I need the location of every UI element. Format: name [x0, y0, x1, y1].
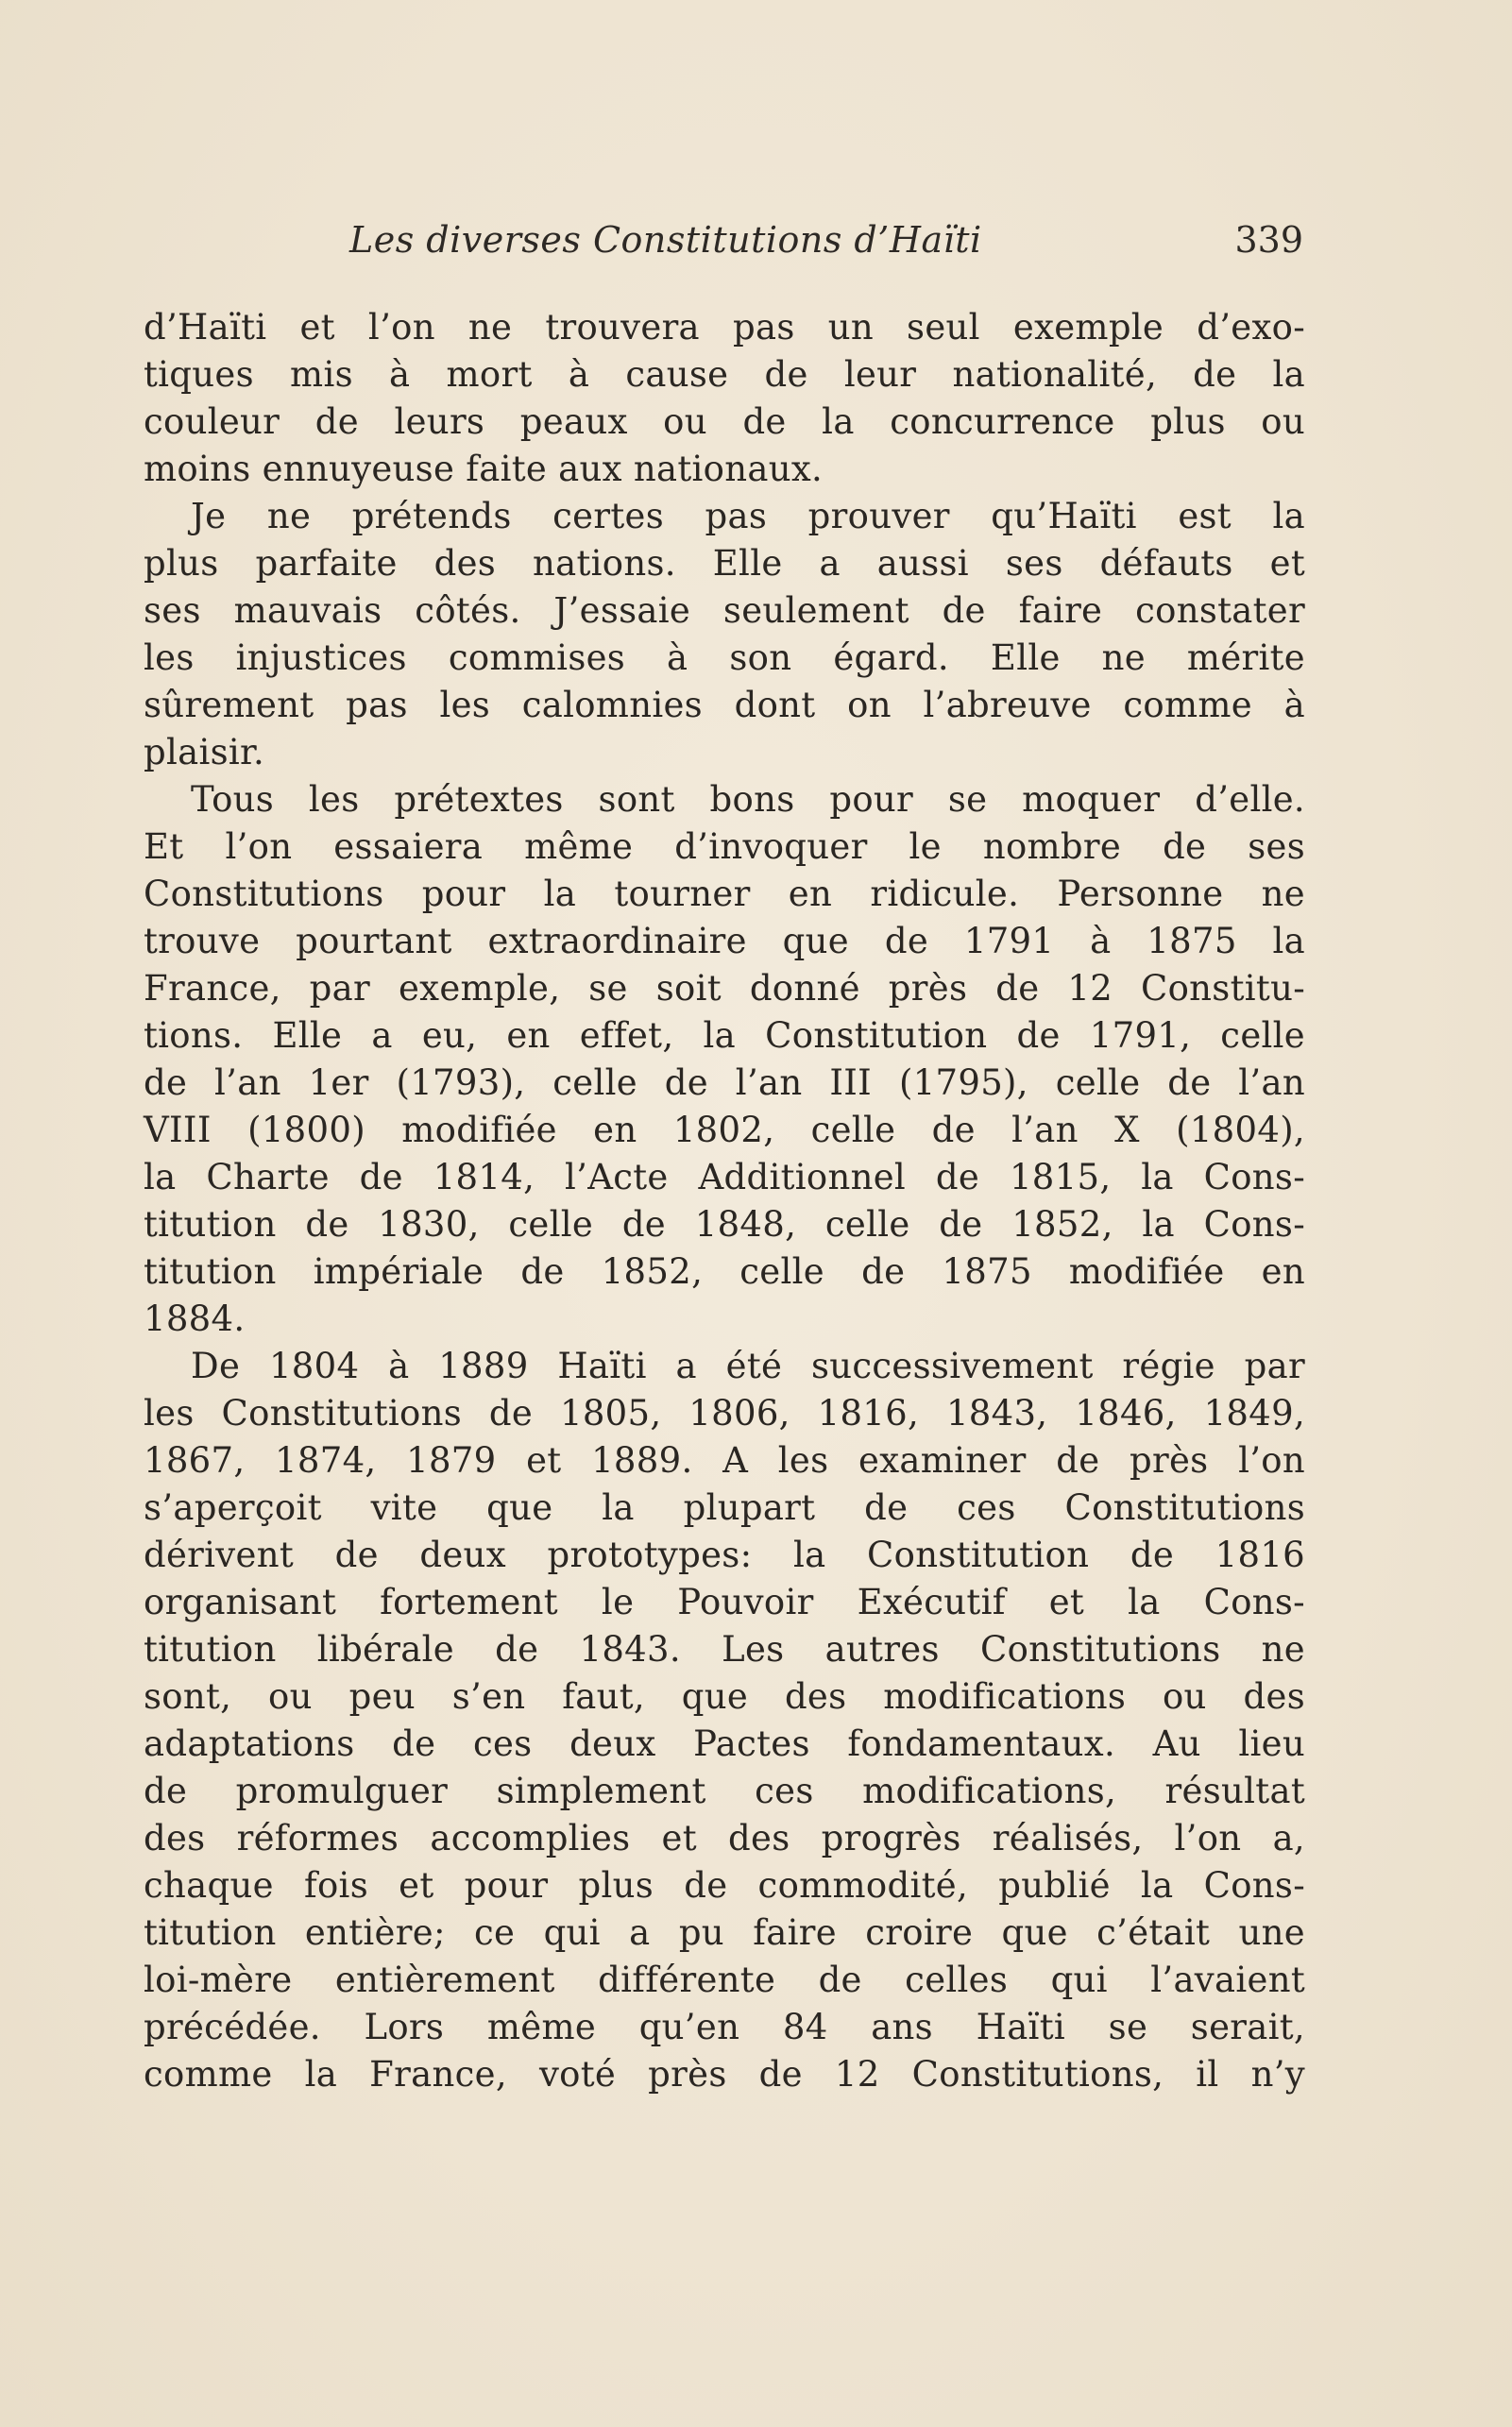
text-line: tions. Elle a eu, en effet, la Constitution de 1791, celle: [144, 1015, 1305, 1056]
text-line: ses mauvais côtés. J’essaie seulement de faire constater: [144, 590, 1305, 631]
text-line: titution entière; ce qui a pu faire croire que c’était une: [144, 1912, 1305, 1953]
text-line: de promulguer simplement ces modifications, résultat: [144, 1771, 1305, 1811]
text-line: les injustices commises à son égard. Elle ne mérite: [144, 637, 1305, 678]
text-line: plus parfaite des nations. Elle a aussi ses défauts et: [144, 543, 1305, 584]
text-line: VIII (1800) modifiée en 1802, celle de l’an X (1804),: [144, 1110, 1305, 1150]
text-line: de l’an 1er (1793), celle de l’an III (1795), celle de l’an: [144, 1062, 1305, 1103]
text-line: Et l’on essaiera même d’invoquer le nombre de ses: [144, 826, 1305, 867]
text-line: les Constitutions de 1805, 1806, 1816, 1843, 1846, 1849,: [144, 1393, 1305, 1434]
text-line: plaisir.: [144, 732, 265, 772]
text-line: couleur de leurs peaux ou de la concurrence plus ou: [144, 401, 1305, 442]
text-line: la Charte de 1814, l’Acte Additionnel de 1815, la Cons-: [144, 1157, 1305, 1197]
text-line: trouve pourtant extraordinaire que de 1791 à 1875 la: [144, 921, 1305, 961]
text-line: d’Haïti et l’on ne trouvera pas un seul exemple d’exo-: [144, 307, 1305, 348]
text-line: loi-mère entièrement différente de celles qui l’avaient: [144, 1960, 1305, 2000]
text-line: 1884.: [144, 1298, 246, 1339]
text-line: précédée. Lors même qu’en 84 ans Haïti se serait,: [144, 2007, 1305, 2047]
text-line: titution de 1830, celle de 1848, celle de 1852, la Cons-: [144, 1204, 1305, 1245]
text-line: comme la France, voté près de 12 Constitutions, il n’y: [144, 2054, 1305, 2095]
text-line: France, par exemple, se soit donné près de 12 Constitu-: [144, 968, 1305, 1009]
text-line: Je ne prétends certes pas prouver qu’Haïti est la: [191, 496, 1305, 536]
text-line: moins ennuyeuse faite aux nationaux.: [144, 449, 824, 489]
running-title: Les diverses Constitutions d’Haïti: [349, 219, 982, 261]
text-line: s’aperçoit vite que la plupart de ces Constitutions: [144, 1487, 1305, 1528]
text-line: chaque fois et pour plus de commodité, publié la Cons-: [144, 1865, 1305, 1906]
text-line: sûrement pas les calomnies dont on l’abreuve comme à: [144, 685, 1305, 725]
text-line: organisant fortement le Pouvoir Exécutif et la Cons-: [144, 1582, 1305, 1622]
text-line: titution impériale de 1852, celle de 1875 modifiée en: [144, 1251, 1305, 1292]
text-line: adaptations de ces deux Pactes fondamentaux. Au lieu: [144, 1723, 1305, 1764]
text-line: titution libérale de 1843. Les autres Constitutions ne: [144, 1629, 1305, 1670]
running-header: [142, 219, 1303, 276]
text-line: dérivent de deux prototypes: la Constitution de 1816: [144, 1535, 1305, 1575]
page-number: 339: [1234, 219, 1303, 261]
text-line: Tous les prétextes sont bons pour se moquer d’elle.: [191, 779, 1305, 820]
text-line: sont, ou peu s’en faut, que des modifications ou des: [144, 1676, 1305, 1717]
body-text: [144, 304, 1305, 2098]
text-line: De 1804 à 1889 Haïti a été successivement régie par: [191, 1346, 1305, 1386]
text-line: tiques mis à mort à cause de leur nationalité, de la: [144, 354, 1305, 395]
text-line: Constitutions pour la tourner en ridicule. Personne ne: [144, 874, 1305, 914]
text-line: des réformes accomplies et des progrès réalisés, l’on a,: [144, 1818, 1305, 1858]
text-line: 1867, 1874, 1879 et 1889. A les examiner de près l’on: [144, 1440, 1305, 1481]
